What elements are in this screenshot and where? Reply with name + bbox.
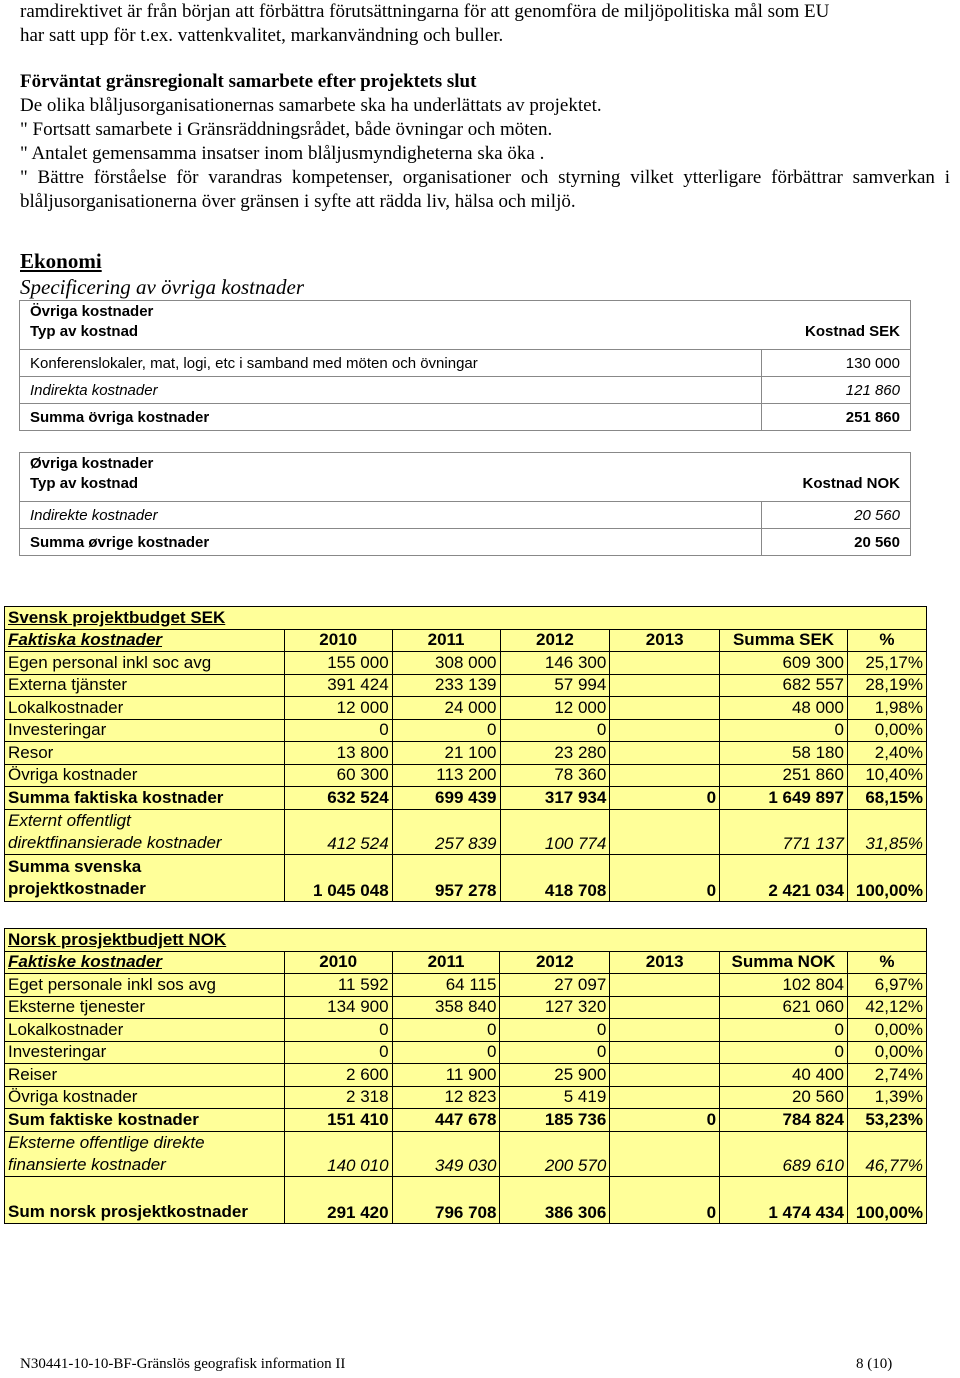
cell: 0 (500, 719, 610, 742)
cell: 20 560 (720, 1086, 848, 1109)
label-line: finansierte kostnader (8, 1154, 166, 1174)
cell: 0 (610, 787, 720, 810)
column-header: 2013 (610, 951, 720, 974)
ovriga-kostnader-sek-table (19, 300, 911, 431)
cell: 358 840 (392, 996, 500, 1019)
table-row (5, 1086, 927, 1109)
column-header: 2012 (500, 951, 610, 974)
column-header: Faktiska kostnader (5, 629, 285, 652)
column-header: % (847, 629, 926, 652)
cell: 140 010 (284, 1131, 392, 1176)
row-label: Reiser (5, 1064, 285, 1087)
column-header: 2011 (392, 629, 500, 652)
column-header: Kostnad NOK (762, 473, 911, 502)
cell: 308 000 (392, 652, 500, 675)
cell: 57 994 (500, 674, 610, 697)
cell: 185 736 (500, 1109, 610, 1132)
summa-row (5, 787, 927, 810)
row-label: Summa øvrige kostnader (20, 529, 762, 556)
cell: 11 592 (284, 974, 392, 997)
cell: 621 060 (720, 996, 848, 1019)
cell: 13 800 (284, 742, 392, 765)
row-label: Investeringar (5, 1041, 285, 1064)
section-heading: Förväntat gränsregionalt samarbete efter projektets slut (20, 71, 477, 92)
table-row (5, 674, 927, 697)
cell: 2 600 (284, 1064, 392, 1087)
row-label: Övriga kostnader (5, 764, 285, 787)
cell: 0,00% (847, 1041, 926, 1064)
cell: 317 934 (500, 787, 610, 810)
column-header: 2010 (284, 951, 392, 974)
column-header: Typ av kostnad (20, 321, 762, 350)
row-label: Sum norsk prosjektkostnader (5, 1176, 285, 1223)
cell: 0,00% (847, 719, 926, 742)
cell: 11 900 (392, 1064, 500, 1087)
column-header: 2010 (284, 629, 392, 652)
cell: 2 318 (284, 1086, 392, 1109)
cell: 689 610 (720, 1131, 848, 1176)
row-label: Lokalkostnader (5, 1019, 285, 1042)
cell (610, 764, 720, 787)
table-row (5, 1064, 927, 1087)
cell (610, 1064, 720, 1087)
cell: 64 115 (392, 974, 500, 997)
externt-row (5, 1131, 927, 1176)
cell: 12 000 (284, 697, 392, 720)
cell: 102 804 (720, 974, 848, 997)
table-row (5, 764, 927, 787)
label-line: direktfinansierade kostnader (8, 832, 222, 852)
cell: 418 708 (500, 854, 610, 901)
cell: 251 860 (720, 764, 848, 787)
column-header: Faktiske kostnader (5, 951, 285, 974)
row-label: Summa övriga kostnader (20, 404, 762, 431)
cell: 42,12% (847, 996, 926, 1019)
cell: 291 420 (284, 1176, 392, 1223)
table-row (20, 404, 911, 431)
column-header: 2011 (392, 951, 500, 974)
summa-row (5, 1109, 927, 1132)
cell: 609 300 (720, 652, 848, 675)
cell (610, 1131, 720, 1176)
row-label: Indirekte kostnader (20, 502, 762, 529)
cell: 5 419 (500, 1086, 610, 1109)
cell: 771 137 (720, 809, 848, 854)
cell: 27 097 (500, 974, 610, 997)
cell: 2 421 034 (720, 854, 848, 901)
cell: 25 900 (500, 1064, 610, 1087)
cell (610, 996, 720, 1019)
cell: 796 708 (392, 1176, 500, 1223)
cell: 1 474 434 (720, 1176, 848, 1223)
row-label: Investeringar (5, 719, 285, 742)
table-row (5, 1041, 927, 1064)
row-label: Resor (5, 742, 285, 765)
cell: 200 570 (500, 1131, 610, 1176)
budget-title: Norsk prosjektbudjett NOK (5, 929, 927, 952)
table-row (5, 719, 927, 742)
cell: 1 045 048 (284, 854, 392, 901)
cell: 46,77% (847, 1131, 926, 1176)
cell: 6,97% (847, 974, 926, 997)
cell (610, 974, 720, 997)
cell: 78 360 (500, 764, 610, 787)
cell: 1,39% (847, 1086, 926, 1109)
cell: 257 839 (392, 809, 500, 854)
externt-row (5, 809, 927, 854)
table-row (20, 529, 911, 556)
footer-doc-id: N30441-10-10-BF-Gränslös geografisk information II (20, 1356, 346, 1372)
spec-subheading: Specificering av övriga kostnader (20, 275, 305, 299)
cell: 1,98% (847, 697, 926, 720)
cell: 155 000 (284, 652, 392, 675)
row-value: 251 860 (762, 404, 911, 431)
table-row (20, 377, 911, 404)
column-header: Kostnad SEK (762, 321, 911, 350)
row-label: Lokalkostnader (5, 697, 285, 720)
cell: 48 000 (720, 697, 848, 720)
budget-title: Svensk projektbudget SEK (5, 607, 927, 630)
cell (610, 742, 720, 765)
cell: 699 439 (392, 787, 500, 810)
cell: 0 (284, 719, 392, 742)
column-header: Typ av kostnad (20, 473, 762, 502)
cell (610, 697, 720, 720)
row-label: Konferenslokaler, mat, logi, etc i samband med möten och övningar (20, 350, 762, 377)
row-label: Indirekta kostnader (20, 377, 762, 404)
cell: 682 557 (720, 674, 848, 697)
table-row (5, 996, 927, 1019)
cell: 0 (392, 1041, 500, 1064)
table-row (5, 652, 927, 675)
ovriga-kostnader-nok-table (19, 452, 911, 556)
cell (610, 1041, 720, 1064)
cell: 0 (720, 1019, 848, 1042)
table-row (5, 974, 927, 997)
cell: 0 (610, 1109, 720, 1132)
row-value: 130 000 (762, 350, 911, 377)
cell: 10,40% (847, 764, 926, 787)
cell: 113 200 (392, 764, 500, 787)
cell: 233 139 (392, 674, 500, 697)
cell: 68,15% (847, 787, 926, 810)
label-line: Eksterne offentlige direkte (8, 1132, 205, 1152)
cell: 21 100 (392, 742, 500, 765)
cell: 0 (610, 854, 720, 901)
row-label: Externa tjänster (5, 674, 285, 697)
cell: 151 410 (284, 1109, 392, 1132)
cell: 2,74% (847, 1064, 926, 1087)
cell: 391 424 (284, 674, 392, 697)
cell: 0 (392, 719, 500, 742)
row-value: 121 860 (762, 377, 911, 404)
column-header: 2012 (500, 629, 610, 652)
cell: 31,85% (847, 809, 926, 854)
cell: 0,00% (847, 1019, 926, 1042)
row-label: Övriga kostnader (5, 1086, 285, 1109)
cell: 134 900 (284, 996, 392, 1019)
cell: 53,23% (847, 1109, 926, 1132)
paragraph: " Bättre förståelse för varandras kompetenser, organisationer och styrning vilket ytterligare förbättrar samverkan i blåljusorganisationerna över gränsen i syfte att rädda liv, hälsa och miljö. (20, 167, 950, 212)
column-header: Summa NOK (720, 951, 848, 974)
paragraph: " Antalet gemensamma insatser inom blåljusmyndigheterna ska öka . (20, 143, 545, 164)
cell: 40 400 (720, 1064, 848, 1087)
cell: 0 (392, 1019, 500, 1042)
cell (610, 674, 720, 697)
cell: 0 (284, 1019, 392, 1042)
norsk-prosjektbudjett-table (4, 928, 927, 1224)
cell: 0 (284, 1041, 392, 1064)
intro-line: har satt upp för t.ex. vattenkvalitet, markanvändning och buller. (20, 25, 504, 46)
cell (610, 719, 720, 742)
row-label: Sum faktiske kostnader (5, 1109, 285, 1132)
cell: 24 000 (392, 697, 500, 720)
cell (610, 1019, 720, 1042)
cell: 957 278 (392, 854, 500, 901)
label-line: projektkostnader (8, 878, 146, 898)
column-header: Summa SEK (720, 629, 848, 652)
header-row (5, 629, 927, 652)
cell: 2,40% (847, 742, 926, 765)
row-label: Summa faktiska kostnader (5, 787, 285, 810)
cell: 146 300 (500, 652, 610, 675)
label-line: Summa svenska (8, 856, 142, 876)
cell: 784 824 (720, 1109, 848, 1132)
cell: 12 823 (392, 1086, 500, 1109)
table-row (5, 742, 927, 765)
cell: 0 (720, 1041, 848, 1064)
cell: 349 030 (392, 1131, 500, 1176)
cell: 386 306 (500, 1176, 610, 1223)
cell (610, 809, 720, 854)
ekonomi-heading: Ekonomi (20, 249, 102, 273)
cell: 100,00% (847, 854, 926, 901)
cell: 0 (500, 1019, 610, 1042)
cell (610, 1086, 720, 1109)
cell: 23 280 (500, 742, 610, 765)
row-label (5, 809, 285, 854)
cell: 632 524 (284, 787, 392, 810)
table-row (20, 502, 911, 529)
total-row (5, 1176, 927, 1223)
row-label: Eget personale inkl sos avg (5, 974, 285, 997)
footer-page-number: 8 (10) (856, 1356, 893, 1372)
cell: 127 320 (500, 996, 610, 1019)
row-label (5, 1131, 285, 1176)
cell (610, 652, 720, 675)
table-header: Øvriga kostnader (20, 453, 911, 474)
column-header: 2013 (610, 629, 720, 652)
column-header: % (847, 951, 926, 974)
paragraph: De olika blåljusorganisationernas samarbete ska ha underlättats av projektet. (20, 95, 602, 116)
svensk-projektbudget-table (4, 606, 927, 902)
intro-section (20, 0, 950, 214)
cell: 58 180 (720, 742, 848, 765)
table-header: Övriga kostnader (20, 301, 911, 322)
cell: 60 300 (284, 764, 392, 787)
table-row (5, 697, 927, 720)
cell: 100 774 (500, 809, 610, 854)
label-line: Externt offentligt (8, 810, 131, 830)
cell: 28,19% (847, 674, 926, 697)
cell: 12 000 (500, 697, 610, 720)
row-value: 20 560 (762, 529, 911, 556)
cell: 100,00% (847, 1176, 926, 1223)
row-label: Eksterne tjenester (5, 996, 285, 1019)
cell: 447 678 (392, 1109, 500, 1132)
table-row (20, 350, 911, 377)
table-row (5, 1019, 927, 1042)
header-row (5, 951, 927, 974)
cell: 0 (720, 719, 848, 742)
row-label: Egen personal inkl soc avg (5, 652, 285, 675)
paragraph: " Fortsatt samarbete i Gränsräddningsrådet, både övningar och möten. (20, 119, 553, 140)
cell: 0 (610, 1176, 720, 1223)
row-value: 20 560 (762, 502, 911, 529)
intro-line: ramdirektivet är från början att förbättra förutsättningarna för att genomföra de miljöpolitiska mål som EU (20, 1, 830, 22)
cell: 412 524 (284, 809, 392, 854)
cell: 1 649 897 (720, 787, 848, 810)
cell: 0 (500, 1041, 610, 1064)
total-row (5, 854, 927, 901)
row-label (5, 854, 285, 901)
cell: 25,17% (847, 652, 926, 675)
